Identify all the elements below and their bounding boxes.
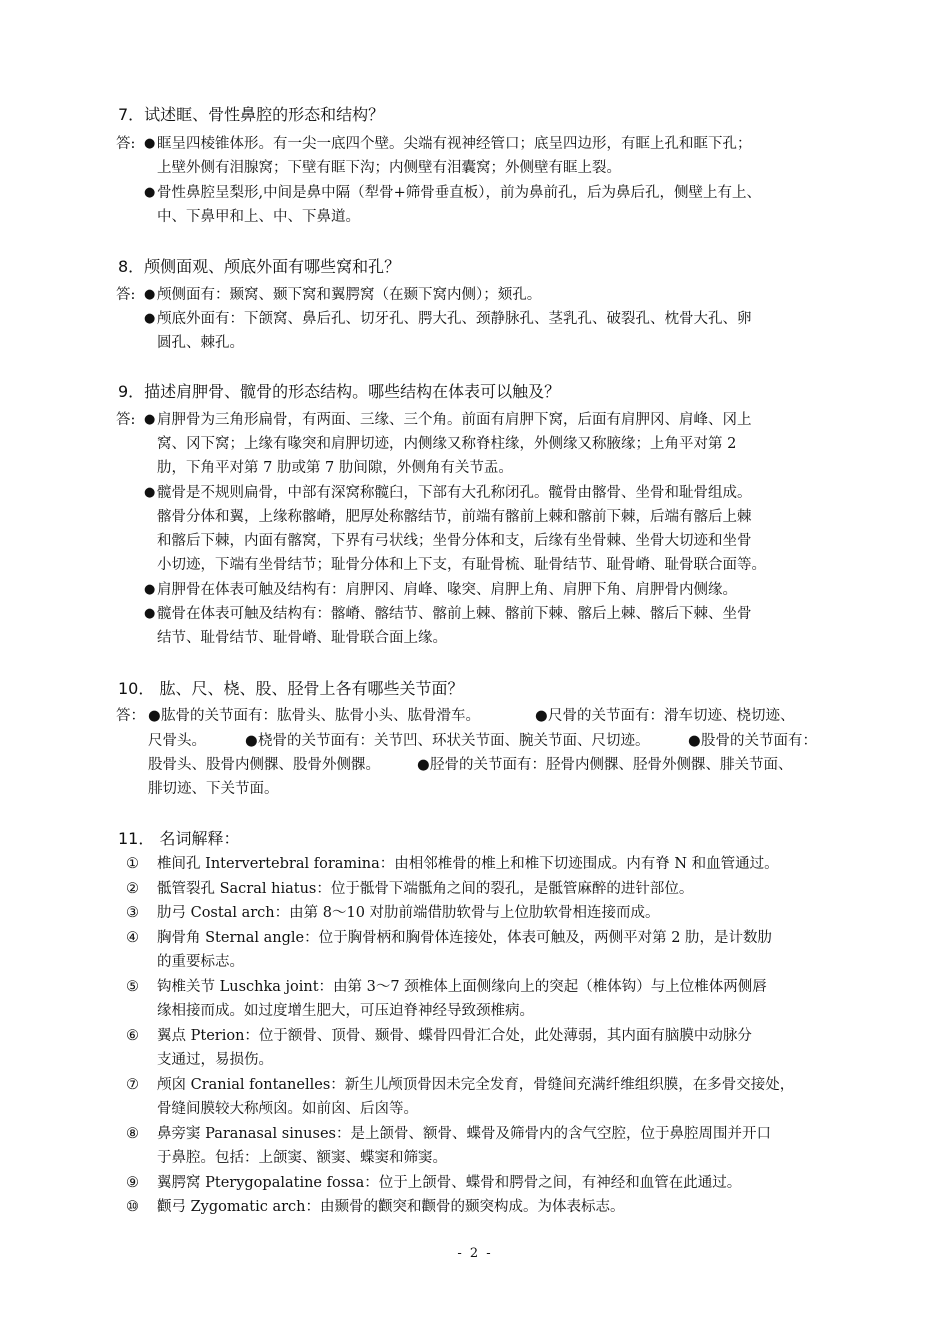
text-line: 股骨头、股骨内侧髁、股骨外侧髁。 — [148, 757, 380, 773]
bullet-icon: ● — [144, 485, 156, 500]
text-line: 颅侧面有：颞窝、颞下窝和翼腭窝（在颞下窝内侧）；颏孔。 — [157, 287, 542, 303]
bullet-icon: ● — [144, 185, 156, 200]
item-number: ③ — [126, 905, 139, 921]
text-line: 的重要标志。 — [157, 954, 244, 970]
text-line: 骶管裂孔 Sacral hiatus：位于骶骨下端骶角之间的裂孔，是骶管麻醉的进针部位。 — [157, 881, 694, 897]
text-line: 圆孔、棘孔。 — [157, 335, 244, 351]
text-line: 眶呈四棱锥体形。有一尖一底四个壁。尖端有视神经管口；底呈四边形，有眶上孔和眶下孔； — [157, 136, 752, 152]
bullet-icon: ● — [144, 136, 156, 151]
item-number: ⑧ — [126, 1126, 139, 1142]
item-number: ⑩ — [126, 1199, 139, 1215]
answer-label: 答: — [116, 136, 136, 152]
text-line: 和髂后下棘，内面有髂窝，下界有弓状线；坐骨分体和支，后缘有坐骨棘、坐骨大切迹和坐骨 — [157, 533, 752, 549]
bullet-icon: ● — [245, 733, 258, 749]
text-line: 肋，下角平对第 7 肋或第 7 肋间隙，外侧角有关节盂。 — [157, 460, 513, 476]
item-number: ⑨ — [126, 1175, 139, 1191]
bullet-icon: ● — [144, 287, 156, 302]
bullet-icon: ● — [144, 582, 156, 597]
text-line: 翼点 Pterion：位于额骨、顶骨、颞骨、蝶骨四骨汇合处，此处薄弱，其内面有脑膜中动脉分 — [157, 1028, 752, 1044]
text-line: 骨性鼻腔呈梨形,中间是鼻中隔（犁骨+筛骨垂直板），前为鼻前孔，后为鼻后孔，侧壁上有上、 — [157, 185, 762, 201]
text-line: 颧弓 Zygomatic arch：由颞骨的颧突和颧骨的颞突构成。为体表标志。 — [157, 1199, 625, 1215]
item-number: ① — [126, 856, 139, 872]
answer-label: 答： — [116, 708, 145, 724]
text-line: 小切迹，下端有坐骨结节；耻骨分体和上下支，有耻骨梳、耻骨结节、耻骨嵴、耻骨联合面等。 — [157, 557, 766, 573]
text-line: 髋骨是不规则扁骨，中部有深窝称髋臼，下部有大孔称闭孔。髋骨由髂骨、坐骨和耻骨组成。 — [157, 485, 752, 501]
answer-label: 答: — [116, 287, 136, 303]
answer-label: 答: — [116, 412, 136, 428]
bullet-icon: ● — [535, 708, 548, 724]
question-11-title: 11． 名词解释： — [118, 829, 240, 848]
text-line: 髂骨分体和翼，上缘称髂嵴，肥厚处称髂结节，前端有髂前上棘和髂前下棘，后端有髂后上棘 — [157, 509, 752, 525]
text-line: 胸骨角 Sternal angle：位于胸骨柄和胸骨体连接处，体表可触及，两侧平对第 2 肋，是计数肋 — [157, 930, 773, 946]
text-line: 结节、耻骨结节、耻骨嵴、耻骨联合面上缘。 — [157, 630, 447, 646]
text-line: 椎间孔 Intervertebral foramina：由相邻椎骨的椎上和椎下切迹围成。内有脊 N 和血管通过。 — [157, 856, 779, 872]
text-line: 肱骨的关节面有：肱骨头、肱骨小头、肱骨滑车。 — [161, 708, 480, 724]
text-line: 髋骨在体表可触及结构有：髂嵴、髂结节、髂前上棘、髂前下棘、髂后上棘、髂后下棘、坐骨 — [157, 606, 752, 622]
text-line: 尺骨的关节面有：滑车切迹、桡切迹、 — [548, 708, 795, 724]
text-line: 窝、冈下窝；上缘有喙突和肩胛切迹，内侧缘又称脊柱缘，外侧缘又称腋缘；上角平对第 2 — [157, 436, 737, 452]
text-line: 肩胛骨为三角形扁骨，有两面、三缘、三个角。前面有肩胛下窝，后面有肩胛冈、肩峰、冈上 — [157, 412, 752, 428]
text-line: 上壁外侧有泪腺窝；下壁有眶下沟；内侧壁有泪囊窝；外侧壁有眶上裂。 — [157, 160, 621, 176]
text-line: 骨缝间膜较大称颅囟。如前囟、后囟等。 — [157, 1101, 418, 1117]
text-line: 颅囟 Cranial fontanelles：新生儿颅顶骨因未完全发育，骨缝间充满纤维组织膜，在多骨交接处， — [157, 1077, 795, 1093]
text-line: 桡骨的关节面有：关节凹、环状关节面、腕关节面、尺切迹。 — [258, 733, 650, 749]
text-line: 肋弓 Costal arch：由第 8～10 对肋前端借肋软骨与上位肋软骨相连接而成。 — [157, 905, 660, 921]
text-line: 股骨的关节面有： — [701, 733, 817, 749]
text-line: 支通过，易损伤。 — [157, 1052, 273, 1068]
text-line: 缘相接而成。如过度增生肥大，可压迫脊神经导致颈椎病。 — [157, 1003, 534, 1019]
text-line: 肩胛骨在体表可触及结构有：肩胛冈、肩峰、喙突、肩胛上角、肩胛下角、肩胛骨内侧缘。 — [157, 582, 737, 598]
text-line: 中、下鼻甲和上、中、下鼻道。 — [157, 209, 360, 225]
item-number: ⑦ — [126, 1077, 139, 1093]
question-8-title: 8．颅侧面观、颅底外面有哪些窝和孔？ — [118, 257, 401, 276]
text-line: 于鼻腔。包括：上颌窦、额窦、蝶窦和筛窦。 — [157, 1150, 447, 1166]
text-line: 尺骨头。 — [148, 733, 206, 749]
text-line: 翼腭窝 Pterygopalatine fossa：位于上颌骨、蝶骨和腭骨之间，有神经和血管在此通过。 — [157, 1175, 742, 1191]
item-number: ④ — [126, 930, 139, 946]
bullet-icon: ● — [144, 412, 156, 427]
bullet-icon: ● — [144, 311, 156, 326]
question-9-title: 9．描述肩胛骨、髋骨的形态结构。哪些结构在体表可以触及？ — [118, 382, 561, 401]
question-7-title: 7．试述眶、骨性鼻腔的形态和结构？ — [118, 105, 385, 124]
item-number: ② — [126, 881, 139, 897]
text-line: 胫骨的关节面有：胫骨内侧髁、胫骨外侧髁、腓关节面、 — [430, 757, 793, 773]
question-10-title: 10． 肱、尺、桡、股、胫骨上各有哪些关节面？ — [118, 679, 464, 698]
text-line: 颅底外面有：下颌窝、鼻后孔、切牙孔、腭大孔、颈静脉孔、茎乳孔、破裂孔、枕骨大孔、卵 — [157, 311, 752, 327]
bullet-icon: ● — [688, 733, 701, 749]
text-line: 钩椎关节 Luschka joint：由第 3～7 颈椎体上面侧缘向上的突起（椎体钩）与上位椎体两侧唇 — [157, 979, 767, 995]
bullet-icon: ● — [417, 757, 430, 773]
bullet-icon: ● — [144, 606, 156, 621]
item-number: ⑥ — [126, 1028, 139, 1044]
text-line: 鼻旁窦 Paranasal sinuses：是上颌骨、额骨、蝶骨及筛骨内的含气空腔，位于鼻腔周围并开口 — [157, 1126, 771, 1142]
bullet-icon: ● — [148, 708, 161, 724]
page-number: - 2 - — [457, 1246, 493, 1261]
item-number: ⑤ — [126, 979, 139, 995]
text-line: 腓切迹、下关节面。 — [148, 781, 279, 797]
